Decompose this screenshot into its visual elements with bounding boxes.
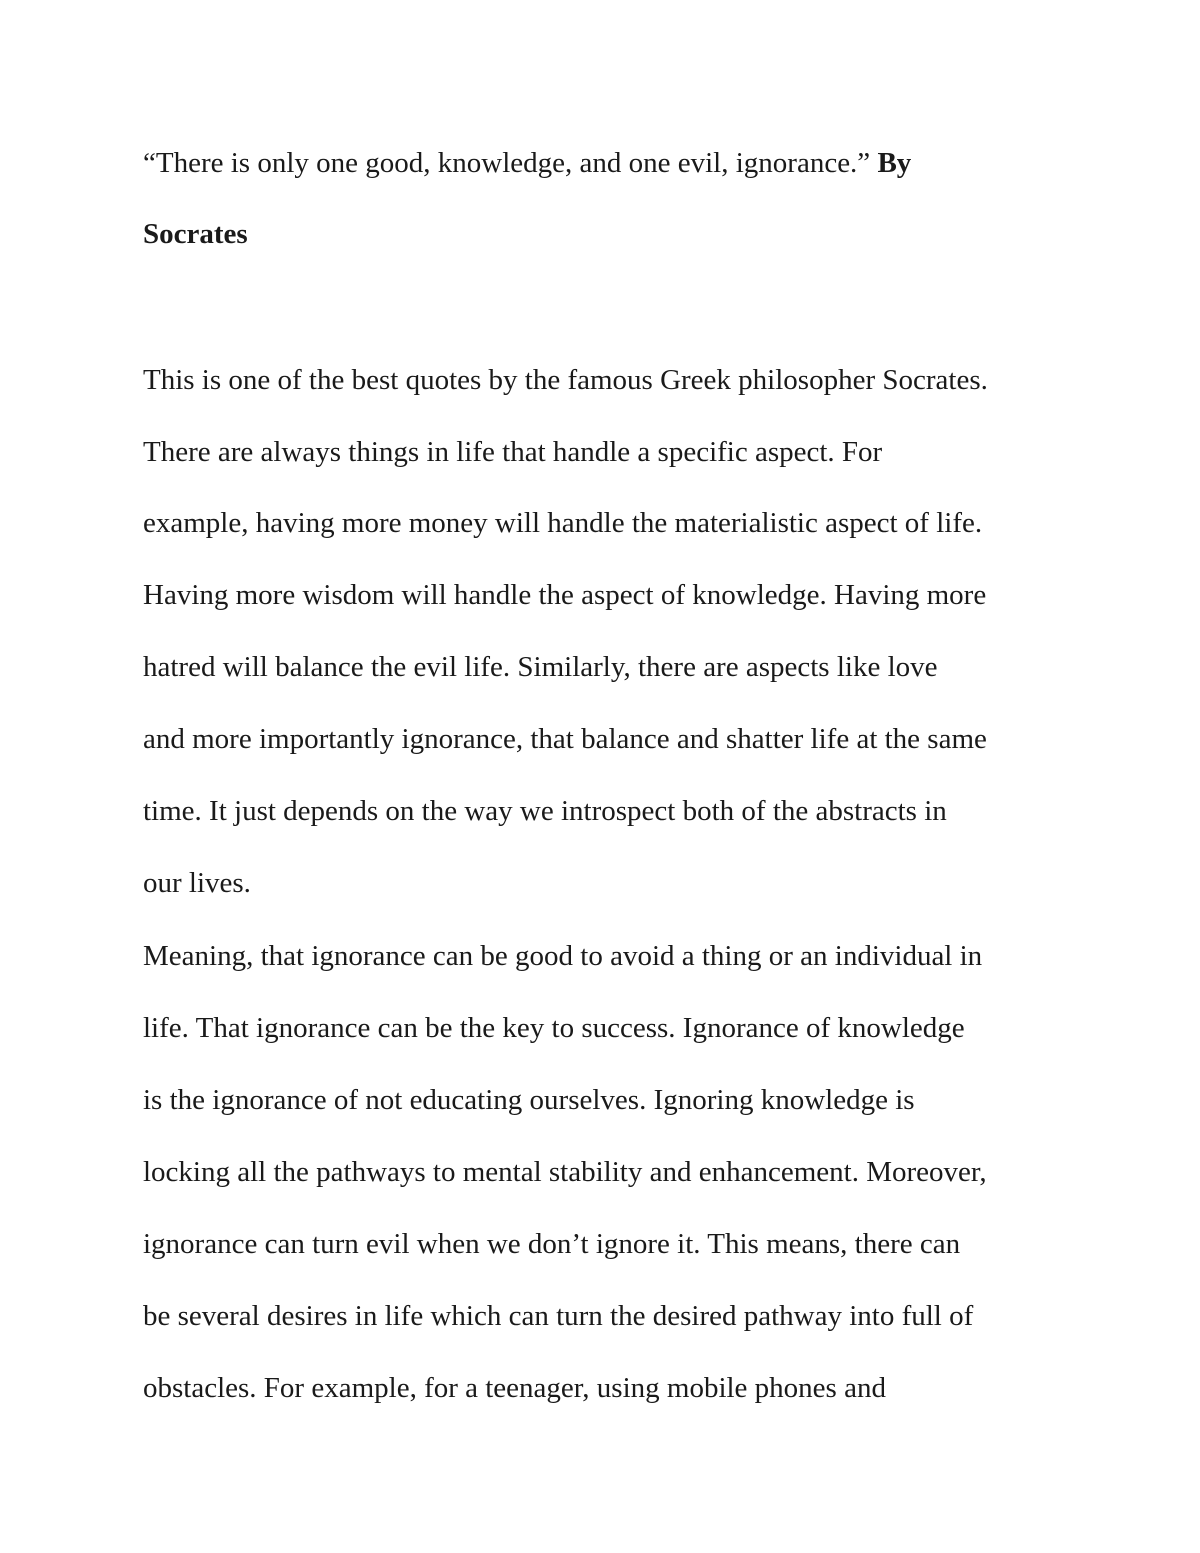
paragraph1-line: There are always things in life that handle a specific aspect. For	[143, 436, 883, 468]
paragraph1-line: our lives.	[143, 867, 251, 899]
paragraph2-line: be several desires in life which can turn the desired pathway into full of	[143, 1300, 974, 1332]
paragraph2-line: is the ignorance of not educating ourselves. Ignoring knowledge is	[143, 1084, 915, 1116]
quote-text: “There is only one good, knowledge, and one evil, ignorance.”	[143, 147, 878, 179]
paragraph1-line: time. It just depends on the way we introspect both of the abstracts in	[143, 795, 947, 827]
paragraph2-line: obstacles. For example, for a teenager, using mobile phones and	[143, 1372, 886, 1404]
quote-line	[143, 145, 911, 181]
paragraph1-line: Having more wisdom will handle the aspect of knowledge. Having more	[143, 579, 987, 611]
paragraph1-line: example, having more money will handle the materialistic aspect of life.	[143, 507, 983, 539]
paragraph1-line: hatred will balance the evil life. Similarly, there are aspects like love	[143, 651, 938, 683]
quote-attribution-name: Socrates	[143, 218, 248, 250]
quote-attribution-by: By	[877, 147, 912, 179]
paragraph1-line: and more importantly ignorance, that balance and shatter life at the same	[143, 723, 987, 755]
paragraph1-line: This is one of the best quotes by the famous Greek philosopher Socrates.	[143, 364, 988, 396]
paragraph2-line: ignorance can turn evil when we don’t ignore it. This means, there can	[143, 1228, 961, 1260]
paragraph2-line: locking all the pathways to mental stability and enhancement. Moreover,	[143, 1156, 987, 1188]
paragraph2-line: Meaning, that ignorance can be good to avoid a thing or an individual in	[143, 940, 983, 972]
paragraph2-line: life. That ignorance can be the key to success. Ignorance of knowledge	[143, 1012, 965, 1044]
